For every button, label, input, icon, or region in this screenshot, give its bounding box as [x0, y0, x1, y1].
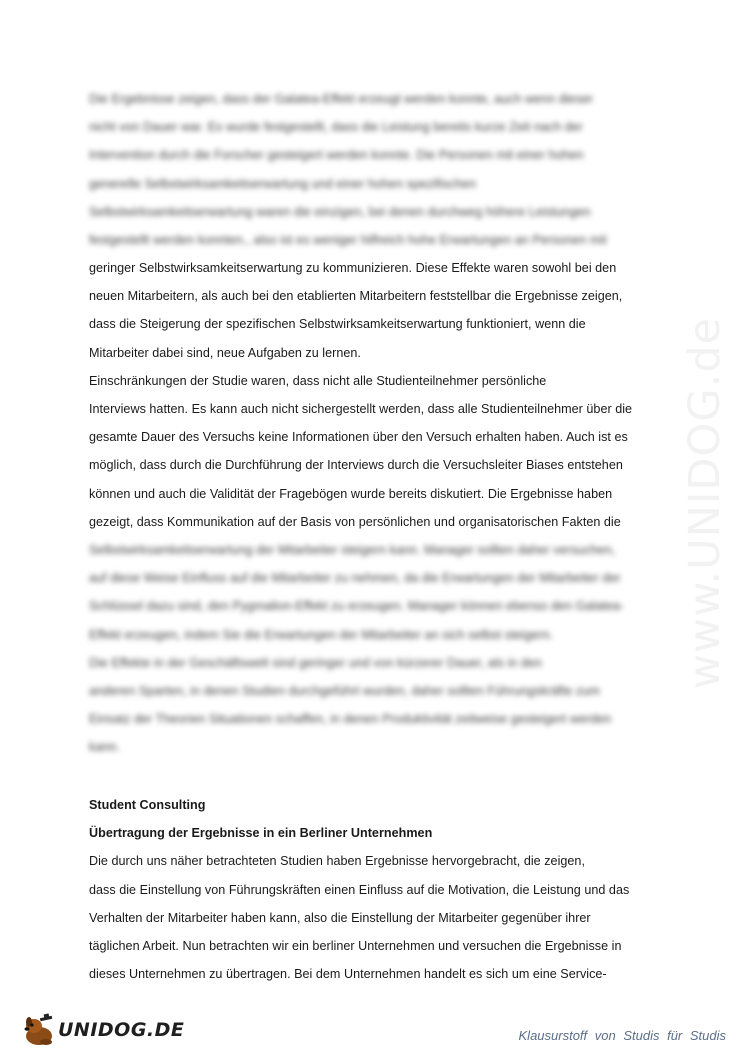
- watermark: [678, 278, 732, 728]
- text-line: neuen Mitarbeitern, als auch bei den etablierten Mitarbeitern feststellbar die Ergebnisse zeigen,: [89, 289, 623, 304]
- text-line: Einsatz der Theorien Situationen schaffen, in denen Produktivität zeitweise gesteigert werden: [89, 712, 612, 727]
- text-line: nicht von Dauer war. Es wurde festgestellt, dass die Leistung bereits kurze Zeit nach der: [89, 120, 583, 135]
- text-line: gesamte Dauer des Versuchs keine Informationen über den Versuch erhalten haben. Auch ist es: [89, 430, 628, 445]
- text-line: Schlüssel dazu sind, den Pygmalion-Effekt zu erzeugen. Manager können ebenso den Galatea-: [89, 599, 625, 614]
- text-line: gezeigt, dass Kommunikation auf der Basis von persönlichen und organisatorischen Fakten die: [89, 514, 621, 529]
- text-line: festgestellt werden konnten., also ist es weniger hilfreich hohe Erwartungen an Personen mit: [89, 232, 607, 247]
- text-line: kann.: [89, 740, 120, 755]
- subsection-heading: Übertragung der Ergebnisse in ein Berliner Unternehmen: [89, 826, 433, 841]
- unidog-logo[interactable]: [20, 1012, 184, 1048]
- section-heading: Student Consulting: [89, 798, 206, 812]
- text-line: Die Ergebnisse zeigen, dass der Galatea-Effekt erzeugt werden konnte, auch wenn dieser: [89, 92, 594, 106]
- text-line: Interviews hatten. Es kann auch nicht sichergestellt werden, dass alle Studienteilnehmer über die: [89, 401, 633, 416]
- text-line: auf diese Weise Einfluss auf die Mitarbeiter zu nehmen, da die Erwartungen der Mitarbeiter der: [89, 571, 621, 586]
- text-line: können und auch die Validität der Fragebögen wurde bereits diskutiert. Die Ergebnisse haben: [89, 486, 613, 501]
- student-consulting-section: [89, 791, 649, 988]
- blurred-paragraph-bottom: [89, 536, 649, 762]
- text-line: Die Effekte in der Geschäftswelt sind geringer und von kürzerer Dauer, als in den: [89, 655, 542, 670]
- text-line: geringer Selbstwirksamkeitserwartung zu kommunizieren. Diese Effekte waren sowohl bei den: [89, 261, 617, 275]
- watermark-text: www.UNIDOG.de: [680, 316, 730, 690]
- text-line: Selbstwirksamkeitserwartung der Mitarbeiter steigern kann. Manager sollten daher versuchen,: [89, 543, 616, 557]
- text-line: dass die Einstellung von Führungskräften einen Einfluss auf die Motivation, die Leistung und das: [89, 882, 630, 897]
- text-line: Die durch uns näher betrachteten Studien haben Ergebnisse hervorgebracht, die zeigen,: [89, 854, 585, 869]
- text-line: Mitarbeiter dabei sind, neue Aufgaben zu lernen.: [89, 345, 361, 360]
- text-line: Einschränkungen der Studie waren, dass nicht alle Studienteilnehmer persönliche: [89, 373, 547, 388]
- text-line: täglichen Arbeit. Nun betrachten wir ein berliner Unternehmen und versuchen die Ergebnisse in: [89, 938, 622, 953]
- text-line: Selbstwirksamkeitserwartung waren die einzigen, bei denen durchweg höhere Leistungen: [89, 204, 591, 219]
- text-line: möglich, dass durch die Durchführung der Interviews durch die Versuchsleiter Biases entstehen: [89, 458, 623, 473]
- text-line: dass die Steigerung der spezifischen Selbstwirksamkeitserwartung funktioniert, wenn die: [89, 317, 586, 332]
- text-line: dieses Unternehmen zu übertragen. Bei dem Unternehmen handelt es sich um eine Service-: [89, 967, 607, 982]
- text-line: generelle Selbstwirksamkeitserwartung und einer hohen spezifischen: [89, 176, 477, 191]
- text-line: Effekt erzeugen, indem Sie die Erwartungen der Mitarbeiter an sich selbst steigern.: [89, 627, 554, 642]
- text-line: Verhalten der Mitarbeiter haben kann, also die Einstellung der Mitarbeiter gegenüber ihrer: [89, 910, 591, 925]
- footer-tagline: Klausurstoff von Studis für Studis: [518, 1028, 726, 1043]
- text-line: anderen Sparten, in denen Studien durchgeführt wurden, daher sollten Führungskräfte zum: [89, 683, 600, 698]
- text-line: Intervention durch die Forscher gesteigert werden konnte. Die Personen mit einer hohen: [89, 148, 584, 163]
- logo-text: UNIDOG.DE: [58, 1019, 185, 1041]
- dog-mascot-icon: [20, 1012, 60, 1048]
- body-paragraph-middle: [89, 254, 649, 536]
- blurred-paragraph-top: [89, 85, 649, 254]
